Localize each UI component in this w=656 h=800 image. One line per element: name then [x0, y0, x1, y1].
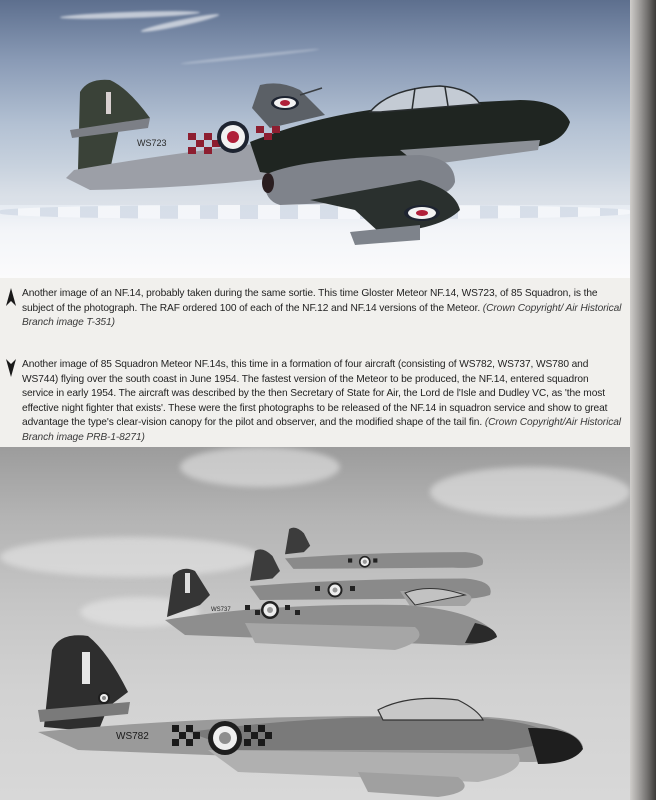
caption-top-photo — [22, 287, 622, 331]
caption-text: Another image of 85 Squadron Meteor NF.14s, this time in a formation of four aircraft (consisting of WS782, WS737, WS780 and WS744) flying over the south coast in June 1954. The fastest version of the Meteor to be produced, the NF.14, entered squadron service in early 1954. The aircraft was described by the then Secretary of State for Air, the Lord de l'Isle and Dudley VC, as 'the most effective night fighter that exists'. These were the first photographs to be released of the NF.14 in squadron service and show to great advantage the type's clear-vision canopy for the pilot and observer, and the modified shape of the tail fin. — [22, 359, 608, 428]
photo-credit: (Crown Copyright/ Air Historical Branch image T-351) — [22, 302, 622, 328]
serial-ws723: WS723 — [137, 138, 167, 148]
up-arrow-icon — [5, 288, 17, 306]
svg-text:WS737: WS737 — [211, 607, 231, 613]
photo-formation-four-aircraft — [0, 447, 630, 800]
book-spine-gutter — [630, 0, 656, 800]
photo-credit: (Crown Copyright/Air Historical Branch image PRB-1-8271) — [22, 417, 621, 443]
down-arrow-icon — [5, 359, 17, 377]
serial-ws782: WS782 — [116, 731, 149, 742]
roundel-icon — [217, 121, 249, 153]
aircraft-ws744 — [285, 528, 483, 569]
aircraft-ws782 — [38, 635, 583, 797]
caption-text: Another image of an NF.14, probably taken during the same sortie. This time Gloster Meteor NF.14, WS723, of 85 Squadron, is the subject of the photograph. The RAF ordered 100 of each of the NF.12 and NF.14 versions of the Meteor. — [22, 288, 598, 314]
formation-aircraft — [0, 447, 630, 800]
photo-meteor-ws723 — [0, 0, 630, 278]
aircraft-ws723 — [0, 0, 630, 278]
caption-bottom-photo — [22, 358, 622, 445]
